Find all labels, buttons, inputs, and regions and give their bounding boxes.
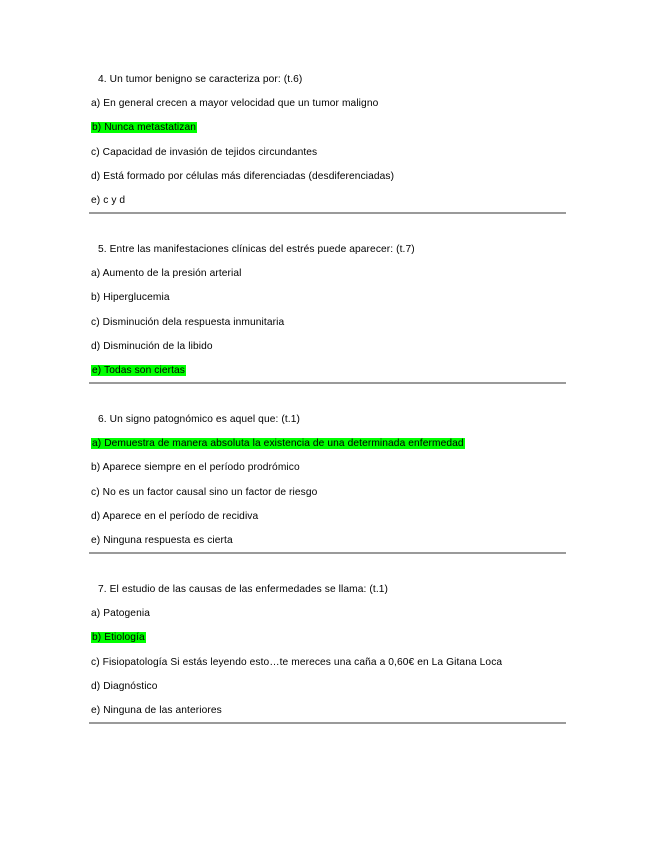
answer-option-e: e) c y d [91, 195, 126, 206]
correct-answer-highlight: e) Todas son ciertas [92, 365, 185, 376]
question-stem: 4. Un tumor benigno se caracteriza por: (t.6) [98, 74, 303, 85]
correct-answer-highlight: a) Demuestra de manera absoluta la existencia de una determinada enfermedad [92, 438, 464, 449]
answer-option-b: b) Hiperglucemia [91, 292, 170, 303]
answer-option-e-correct [91, 364, 186, 378]
answer-option-d: d) Diagnóstico [91, 681, 158, 692]
answer-option-e: e) Ninguna de las anteriores [91, 705, 222, 716]
answer-option-d: d) Está formado por células más diferenciadas (desdiferenciadas) [91, 171, 395, 182]
separator-line [89, 722, 566, 724]
answer-option-b: b) Aparece siempre en el período prodrómico [91, 462, 300, 473]
question-stem: 7. El estudio de las causas de las enfermedades se llama: (t.1) [98, 584, 389, 595]
answer-option-b-correct [91, 631, 146, 645]
answer-option-d: d) Aparece en el período de recidiva [91, 511, 259, 522]
answer-option-a: a) Patogenia [91, 608, 150, 619]
answer-option-c: c) Disminución dela respuesta inmunitaria [91, 317, 285, 328]
correct-answer-highlight: b) Etiología [92, 632, 145, 643]
separator-line [89, 552, 566, 554]
answer-option-d: d) Disminución de la libido [91, 341, 213, 352]
answer-option-c: c) Capacidad de invasión de tejidos circundantes [91, 147, 318, 158]
answer-option-c: c) No es un factor causal sino un factor de riesgo [91, 487, 318, 498]
answer-option-a-correct [91, 437, 465, 451]
correct-answer-highlight: b) Nunca metastatizan [92, 122, 197, 133]
separator-line [89, 382, 566, 384]
answer-option-b-correct [91, 121, 197, 135]
answer-option-e: e) Ninguna respuesta es cierta [91, 535, 233, 546]
question-stem: 6. Un signo patognómico es aquel que: (t.1) [98, 414, 300, 425]
question-stem: 5. Entre las manifestaciones clínicas del estrés puede aparecer: (t.7) [98, 244, 415, 255]
answer-option-a: a) En general crecen a mayor velocidad que un tumor maligno [91, 98, 379, 109]
answer-option-a: a) Aumento de la presión arterial [91, 268, 242, 279]
separator-line [89, 212, 566, 214]
answer-option-c: c) Fisiopatología Si estás leyendo esto…te mereces una caña a 0,60€ en La Gitana Loca [91, 657, 503, 668]
